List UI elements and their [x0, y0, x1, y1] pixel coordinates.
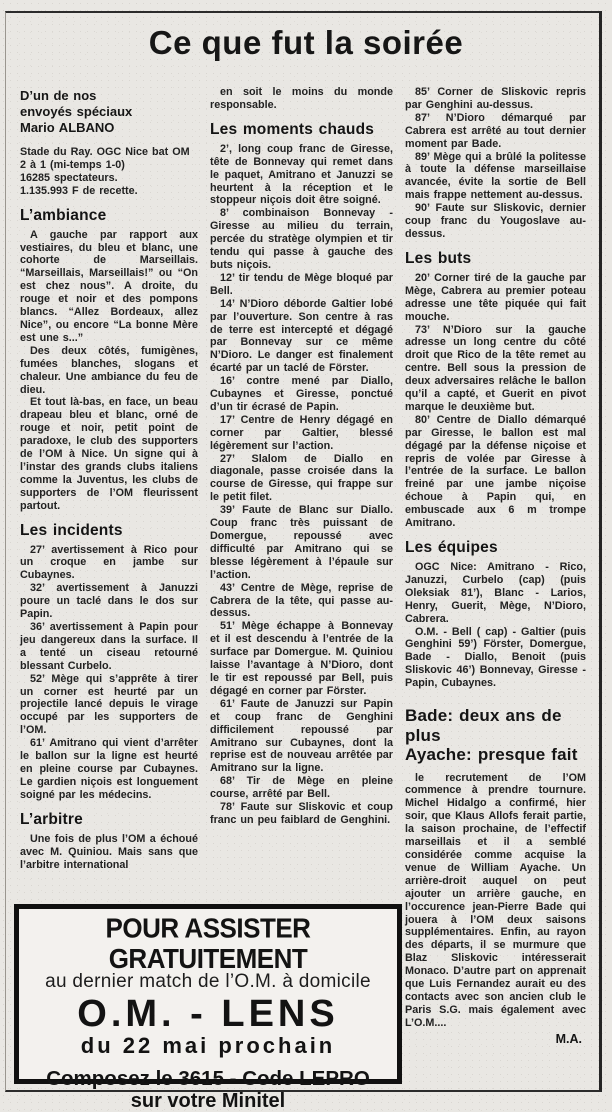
- advert-headline: POUR ASSISTER GRATUITEMENT: [105, 911, 311, 975]
- paragraph: 61’ Amitrano qui vient d’arrêter le ballon sur la ligne est heurté en pleine course par Cubaynes. Le gardien niçois est longuement soigné par les médecins.: [20, 737, 198, 801]
- byline: D’un de nos envoyés spéciaux Mario ALBANO: [20, 88, 133, 135]
- paragraph: 32’ avertissement à Januzzi poure un taclé dans le dos sur Papin.: [20, 582, 198, 621]
- section-heading: Les incidents: [20, 521, 123, 539]
- paragraph: 52’ Mège qui s’apprête à tirer un corner est heurté par un projectile lancé depuis le virage occupé par les supporters de l’OM.: [20, 672, 198, 737]
- column-middle: [210, 86, 393, 827]
- section-heading: Les équipes: [405, 539, 498, 556]
- advert-match-date: du 22 mai prochain: [80, 1033, 336, 1058]
- column-right: [405, 86, 586, 1048]
- paragraph: 89’ Mège qui a brûlé la politesse à toute la défense marseillaise avancée, évite la sortie de Bell mais frappe nettement au-dessus.: [405, 150, 586, 202]
- paragraph: 87’ N’Dioro démarqué par Cabrera est arrêté au tout dernier moment par Bade.: [405, 111, 586, 150]
- section-heading: Bade: deux ans de plus Ayache: presque fait: [405, 706, 578, 765]
- section-heading: L’ambiance: [20, 206, 107, 224]
- section-heading: L’arbitre: [20, 810, 83, 828]
- paragraph: 12’ tir tendu de Mège bloqué par Bell.: [210, 271, 393, 297]
- paragraph: 61’ Faute de Januzzi sur Papin et coup franc de Genghini difficilement repoussé par Amitrano sur Cubaynes, dont la reprise est de nouveau arrêtée par Amitrano sur la ligne.: [210, 697, 393, 775]
- paragraph: 16’ contre mené par Diallo, Cubaynes et Giresse, ponctué d’un tir écrasé de Papin.: [210, 375, 393, 413]
- section-heading: Les buts: [405, 249, 472, 267]
- column-left: [20, 88, 198, 871]
- paragraph: 68’ Tir de Mège en pleine course, arrêté par Bell.: [210, 775, 393, 801]
- section-heading: Les moments chauds: [210, 120, 375, 138]
- paragraph: 80’ Centre de Diallo démarqué par Giresse, le ballon est mal dégagé par la défense niçoise et repris de volée par Giresse à l’entrée de la surface. Le ballon freiné par une jambe niçoise échoue à Papin qui, en embuscade aux 6 m trompe Amitrano.: [405, 413, 586, 530]
- paragraph: 20’ Corner tiré de la gauche par Mège, Cabrera au premier poteau adresse une tête piquée qui fait mouche.: [405, 271, 586, 323]
- paragraph: 73’ N’Dioro sur la gauche adresse un long centre du côté droit que Rico de la tête remet au centre. Bell sous la pression de deux adversaires relâche le ballon qu’il a capté, et Guerit en pivot marque le deuxième but.: [405, 323, 586, 413]
- advert-match-title: O.M. - LENS: [77, 993, 339, 1035]
- paragraph: Et tout là-bas, en face, un beau drapeau bleu et blanc, orné de rouge et noir, petit point de paradoxe, le club des supporters de l’OM à Nice. Un signe qui à l’instar des grands clubs italiens comme la Juventus, les clubs de supporters de l’OM fleurissent partout.: [20, 396, 198, 512]
- article-title: Ce que fut la soirée: [148, 24, 464, 61]
- paragraph: Des deux côtés, fumigènes, fumées blanches, slogans et chaleur. Une ambiance du feu de dieu.: [20, 344, 198, 396]
- paragraph: 17’ Centre de Henry dégagé en corner par Galtier, blessé légèrement sur l’action.: [210, 413, 393, 452]
- paragraph: 14’ N’Dioro déborde Galtier lobé par l’ouverture. Son centre à ras de terre est intercepté et dégagé par Bonnevay sur ce même N’Dioro. Le danger est finalement écarté par un taclé de Förster.: [210, 297, 393, 375]
- advert-phone-code: Composez le 3615 - Code LEPRO: [46, 1067, 370, 1090]
- paragraph: 85’ Corner de Sliskovic repris par Genghini au-dessus.: [405, 86, 586, 111]
- advert-subline: au dernier match de l’O.M. à domicile: [45, 971, 371, 992]
- paragraph: 8’ combinaison Bonnevay - Giresse au milieu du terrain, percée du stratège olympien et tir tendu qui passe à gauche des buts niçois.: [210, 207, 393, 271]
- advert-device: sur votre Minitel: [130, 1090, 286, 1112]
- paragraph: 90’ Faute sur Sliskovic, dernier coup franc du Yougoslave au-dessus.: [405, 202, 586, 240]
- paragraph: 51’ Mège échappe à Bonnevay et il est descendu à l’entrée de la surface par Domergue. M. Quiniou laisse l’avantage à N’Dioro, dont le tir est repoussé par Bell, puis dégagé en corner par Förster.: [210, 620, 393, 697]
- paragraph: O.M. - Bell ( cap) - Galtier (puis Genghini 59’) Förster, Domergue, Bade - Diallo, Benoit (puis Sliskovic 46’) Bonnevay, Giresse - Papin, Cubaynes.: [405, 625, 586, 690]
- paragraph: Une fois de plus l’OM a échoué avec M. Quiniou. Mais sans que l’arbitre international: [20, 832, 198, 871]
- author-initials: M.A.: [555, 1031, 582, 1046]
- paragraph: OGC Nice: Amitrano - Rico, Januzzi, Curbelo (cap) (puis Oleksiak 81’), Blanc - Larios, Henry, Guerit, Mège, N’Dioro, Cabrera.: [405, 561, 586, 625]
- paragraph: en soit le moins du monde responsable.: [210, 86, 393, 111]
- paragraph: A gauche par rapport aux vestiaires, du bleu et blanc, une cohorte de Marseillais. “Marseillais, Marseillais!” ou “On est chez nous”. A droite, du rouge et noir et des pompons blancs. “Allez Bordeaux, allez Nice”, ou encore “La bonne Mère est une s...”: [20, 228, 198, 344]
- paragraph: le recrutement de l’OM commence à prendre tournure. Michel Hidalgo a confirmé, hier soir, que Klaus Allofs ferait partie, la saison prochaine, de l’effectif marseillais et il a semblé considérée comme acquise la venue de William Ayache. Un arrière-droit auquel on peut ajouter un arrière gauche, en l’occurence jean-Pierre Bade qui jouera à l’OM deux saisons supplémentaires. Enfin, au rayon des départs, il se murmure que Blaz Sliskovic intéresserait Monaco. D’autre part on apprenait que Luis Fernandez aurait eu des contacts avec son ancien club le Paris S.G. mais également avec L’O.M....: [405, 771, 586, 1029]
- paragraph: 27’ avertissement à Rico pour un croque en jambe sur Cubaynes.: [20, 543, 198, 582]
- stats: Stade du Ray. OGC Nice bat OM 2 à 1 (mi-temps 1-0) 16285 spectateurs. 1.135.993 F de recette.: [20, 146, 190, 197]
- paragraph: 78’ Faute sur Sliskovic et coup franc un peu faiblard de Genghini.: [210, 801, 393, 826]
- paragraph: 43’ Centre de Mège, reprise de Cabrera de la tête, qui passe au-dessus.: [210, 581, 393, 620]
- paragraph: 2’, long coup franc de Giresse, tête de Bonnevay qui remet dans le paquet, Amitrano et Januzzi se heurtent à la réception et le stoppeur niçois doit être soigné.: [210, 142, 393, 207]
- paragraph: 27’ Slalom de Diallo en diagonale, passe croisée dans la course de Giresse, qui frappe sur le petit filet.: [210, 452, 393, 504]
- minitel-advert-box: [14, 904, 402, 1112]
- paragraph: 39’ Faute de Blanc sur Diallo. Coup franc très puissant de Domergue, repoussé avec difficulté par Amitrano qui se blesse légèrement à l’épaule sur l’action.: [210, 504, 393, 581]
- paragraph: 36’ avertissement à Papin pour jeu dangereux dans la surface. Il a tenté un ciseau retourné blessant Curbelo.: [20, 621, 198, 672]
